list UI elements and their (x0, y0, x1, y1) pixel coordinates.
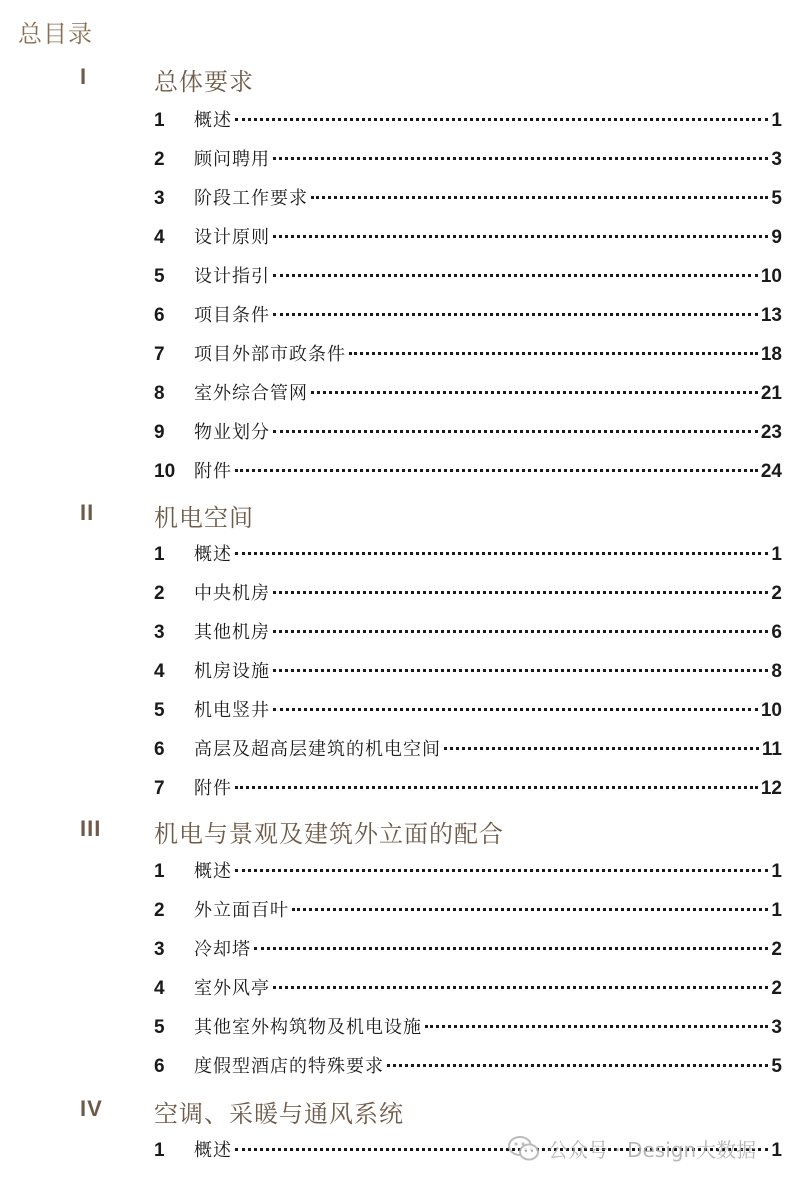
entry-number: 3 (154, 188, 165, 209)
dot-leader (235, 552, 768, 555)
entry-page: 11 (761, 739, 782, 760)
entry-number: 4 (154, 661, 165, 682)
toc-entry[interactable] (154, 184, 782, 214)
entry-label: 顾问聘用 (194, 149, 270, 170)
entry-label: 项目外部市政条件 (194, 344, 346, 365)
entry-number: 9 (154, 422, 165, 443)
dot-leader (273, 669, 768, 672)
dot-leader (311, 391, 758, 394)
entry-label: 概述 (194, 861, 232, 882)
entry-label: 机房设施 (194, 661, 270, 682)
entry-label: 附件 (194, 461, 232, 482)
dot-leader (273, 274, 758, 277)
entry-page: 1 (771, 544, 782, 565)
entry-page: 9 (771, 227, 782, 248)
dot-leader (292, 908, 768, 911)
entry-label: 设计指引 (194, 266, 270, 287)
entry-number: 6 (154, 739, 165, 760)
entry-page: 3 (771, 1017, 782, 1038)
entry-page: 2 (771, 583, 782, 604)
toc-entry[interactable] (154, 379, 782, 409)
entry-page: 18 (760, 344, 782, 365)
entry-label: 度假型酒店的特殊要求 (194, 1056, 384, 1077)
entry-page: 23 (760, 422, 782, 443)
entry-number: 1 (154, 544, 165, 565)
toc-entry[interactable] (154, 145, 782, 175)
toc-entry[interactable] (154, 223, 782, 253)
entry-label: 机电竖井 (194, 700, 270, 721)
section-title: 总体要求 (154, 68, 254, 96)
dot-leader (273, 157, 768, 160)
dot-leader (349, 352, 758, 355)
entry-label: 室外综合管网 (194, 383, 308, 404)
entry-label: 其他室外构筑物及机电设施 (194, 1017, 422, 1038)
entry-number: 1 (154, 110, 165, 131)
dot-leader (273, 235, 768, 238)
entry-page: 2 (771, 939, 782, 960)
section-title: 空调、采暖与通风系统 (154, 1100, 404, 1128)
entry-number: 7 (154, 344, 165, 365)
entry-page: 24 (760, 461, 782, 482)
dot-leader (273, 630, 768, 633)
toc-entry[interactable] (154, 457, 782, 487)
toc-entry[interactable] (154, 974, 782, 1004)
entry-number: 8 (154, 383, 165, 404)
entry-number: 3 (154, 939, 165, 960)
entry-page: 10 (760, 266, 782, 287)
toc-entry[interactable] (154, 540, 782, 570)
section-header-1 (0, 60, 800, 100)
watermark (508, 1134, 756, 1163)
entry-number: 10 (154, 461, 176, 482)
entry-page: 1 (771, 861, 782, 882)
toc-entry[interactable] (154, 418, 782, 448)
toc-entry[interactable] (154, 106, 782, 136)
dot-leader (387, 1064, 768, 1067)
dot-leader (273, 591, 768, 594)
section-numeral: I (80, 64, 88, 89)
entry-number: 2 (154, 149, 165, 170)
entry-page: 1 (771, 110, 782, 131)
section-title: 机电与景观及建筑外立面的配合 (154, 820, 504, 848)
entry-label: 设计原则 (194, 227, 270, 248)
entry-number: 2 (154, 900, 165, 921)
section-numeral: III (80, 816, 102, 841)
toc-entry[interactable] (154, 340, 782, 370)
entry-label: 外立面百叶 (194, 900, 289, 921)
dot-leader (311, 196, 768, 199)
entry-number: 4 (154, 978, 165, 999)
dot-leader (235, 469, 758, 472)
entry-number: 6 (154, 305, 165, 326)
entry-label: 室外风亭 (194, 978, 270, 999)
toc-entry[interactable] (154, 696, 782, 726)
entry-label: 冷却塔 (194, 939, 251, 960)
watermark-text: 公众号 · Design大数据 (548, 1138, 757, 1162)
dot-leader (254, 947, 768, 950)
toc-entry[interactable] (154, 657, 782, 687)
entry-label: 概述 (194, 110, 232, 131)
entry-page: 1 (771, 1140, 782, 1161)
entry-label: 高层及超高层建筑的机电空间 (194, 739, 441, 760)
toc-entry[interactable] (154, 262, 782, 292)
toc-entry[interactable] (154, 301, 782, 331)
entry-label: 其他机房 (194, 622, 270, 643)
entry-page: 6 (771, 622, 782, 643)
toc-entry[interactable] (154, 774, 782, 804)
section-header-3 (0, 812, 800, 852)
entry-page: 1 (771, 900, 782, 921)
entry-number: 1 (154, 1140, 165, 1161)
toc-entry[interactable] (154, 735, 782, 765)
entry-number: 5 (154, 700, 165, 721)
entry-page: 5 (771, 1056, 782, 1077)
entry-page: 12 (760, 778, 782, 799)
wechat-icon (508, 1136, 540, 1162)
dot-leader (235, 786, 758, 789)
dot-leader (235, 869, 768, 872)
section-numeral: II (80, 500, 95, 525)
section-numeral: IV (80, 1096, 103, 1121)
entry-page: 5 (771, 188, 782, 209)
entry-number: 1 (154, 861, 165, 882)
entry-page: 21 (760, 383, 782, 404)
dot-leader (444, 747, 759, 750)
toc-entry[interactable] (154, 618, 782, 648)
entry-number: 6 (154, 1056, 165, 1077)
dot-leader (273, 430, 758, 433)
section-header-4 (0, 1092, 800, 1132)
section-header-2 (0, 496, 800, 536)
dot-leader (273, 708, 758, 711)
dot-leader (273, 313, 758, 316)
entry-page: 10 (760, 700, 782, 721)
entry-label: 概述 (194, 544, 232, 565)
entry-page: 3 (771, 149, 782, 170)
entry-label: 概述 (194, 1140, 232, 1161)
entry-number: 2 (154, 583, 165, 604)
section-title: 机电空间 (154, 504, 254, 532)
toc-entry[interactable] (154, 935, 782, 965)
entry-label: 阶段工作要求 (194, 188, 308, 209)
entry-number: 3 (154, 622, 165, 643)
entry-number: 5 (154, 266, 165, 287)
toc-entry[interactable] (154, 1013, 782, 1043)
entry-page: 8 (771, 661, 782, 682)
toc-entry[interactable] (154, 1052, 782, 1082)
entry-page: 13 (760, 305, 782, 326)
page-title: 总目录 (18, 20, 93, 48)
entry-number: 5 (154, 1017, 165, 1038)
entry-page: 2 (771, 978, 782, 999)
dot-leader (425, 1025, 768, 1028)
toc-entry[interactable] (154, 857, 782, 887)
toc-entry[interactable] (154, 896, 782, 926)
entry-number: 7 (154, 778, 165, 799)
entry-label: 附件 (194, 778, 232, 799)
toc-entry[interactable] (154, 579, 782, 609)
entry-label: 中央机房 (194, 583, 270, 604)
entry-number: 4 (154, 227, 165, 248)
entry-label: 物业划分 (194, 422, 270, 443)
dot-leader (273, 986, 768, 989)
dot-leader (235, 118, 768, 121)
entry-label: 项目条件 (194, 305, 270, 326)
